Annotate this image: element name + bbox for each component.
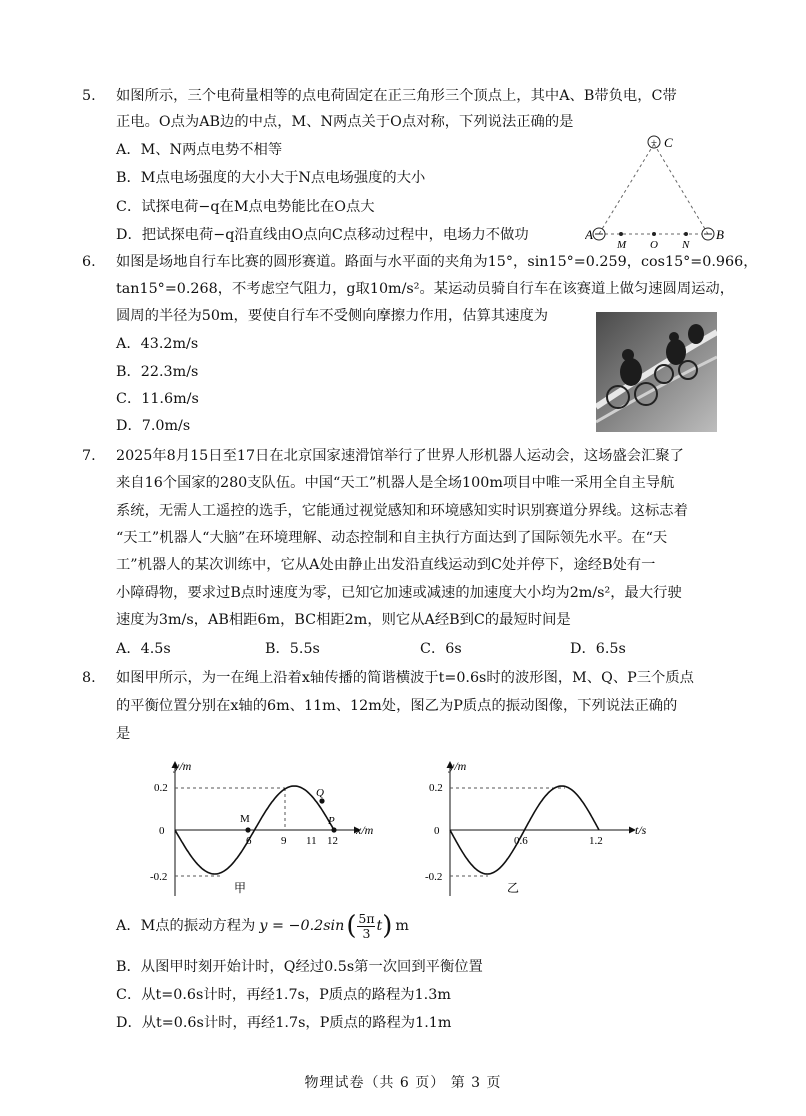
q6-option-a: A．43.2m/s <box>116 336 199 352</box>
q8-stem-line2: 的平衡位置分别在x轴的6m、11m、12m处，图乙为P质点的振动图像，下列说法正确的 <box>116 698 678 714</box>
q7-number: 7. <box>82 448 96 464</box>
label-o: O <box>650 239 658 250</box>
label-b: B <box>716 227 724 242</box>
q6-stem-line1: 如图是场地自行车比赛的圆形赛道。路面与水平面的夹角为15°，sin15°=0.259，cos15°=0.966， <box>116 254 758 270</box>
yi-ytick-1: 0 <box>434 825 440 837</box>
q7-stem-line5: 工”机器人的某次训练中，它从A处由静止出发沿直线运动到C处并停下，途经B处有一 <box>116 557 656 573</box>
q8-option-a-prefix: A．M点的振动方程为 <box>116 918 256 934</box>
q8-number: 8. <box>82 670 96 686</box>
q6-option-b: B．22.3m/s <box>116 364 199 380</box>
q7-stem-line3: 系统，无需人工遥控的选手，它能通过视觉感知和环境感知实时识别赛道分界线。这标志着 <box>116 503 688 519</box>
jia-xtick-6: 6 <box>246 835 252 847</box>
page-footer: 物理试卷（共 6 页） 第 3 页 <box>304 1075 502 1091</box>
q8-option-a-unit: m <box>395 918 409 934</box>
jia-caption: 甲 <box>234 881 247 895</box>
q7-stem-line2: 来自16个国家的280支队伍。中国“天工”机器人是全场100m项目中唯一采用全自主导航 <box>116 475 675 491</box>
q6-option-c: C．11.6m/s <box>116 391 199 407</box>
yi-xtick-06: 0.6 <box>514 835 528 847</box>
q7-option-a: A．4.5s <box>116 641 171 657</box>
jia-ytick-2: -0.2 <box>150 871 168 883</box>
jia-xtick-12: 12 <box>327 835 338 847</box>
label-c: C <box>664 135 673 150</box>
jia-point-q: Q <box>316 787 324 799</box>
jia-ytick-0: 0.2 <box>154 782 168 794</box>
label-a: A <box>585 227 593 242</box>
q8-option-c: C．从t=0.6s计时，再经1.7s，P质点的路程为1.3m <box>116 987 451 1003</box>
label-n: N <box>682 239 690 250</box>
svg-text:+: + <box>650 137 658 149</box>
yi-ytick-2: -0.2 <box>425 871 443 883</box>
jia-ylabel: y/m <box>174 759 192 773</box>
label-m: M <box>617 239 627 250</box>
q5-stem-line1: 如图所示，三个电荷量相等的点电荷固定在正三角形三个顶点上，其中A、B带负电，C带 <box>116 88 677 104</box>
q8-stem-line1: 如图甲所示，为一在绳上沿着x轴传播的简谐横波于t=0.6s时的波形图，M、Q、P三个质点 <box>116 670 694 686</box>
q5-option-a: A．M、N两点电势不相等 <box>116 142 283 158</box>
q8-stem-line3: 是 <box>116 726 131 742</box>
q5-option-b: B．M点电场强度的大小大于N点电场强度的大小 <box>116 170 426 186</box>
q7-option-c: C．6s <box>420 641 462 657</box>
wave-graph-jia <box>150 756 400 906</box>
jia-point-p: P <box>328 815 335 827</box>
q8-option-a-den: 3 <box>357 926 375 941</box>
yi-xlabel: t/s <box>635 823 647 837</box>
q7-stem-line6: 小障碍物，要求过B点时速度为零，已知它加速或减速的加速度大小均为2m/s²，最大行驶 <box>116 585 682 601</box>
q7-stem-line1: 2025年8月15日至17日在北京国家速滑馆举行了世界人形机器人运动会，这场盛会汇聚了 <box>116 448 684 464</box>
q7-stem-line4: “天工”机器人“大脑”在环境理解、动态控制和自主执行方面达到了国际领先水平。在“天 <box>116 530 668 546</box>
yi-ytick-0: 0.2 <box>429 782 443 794</box>
q8-option-a-t: t <box>376 918 383 934</box>
jia-xtick-9: 9 <box>281 835 287 847</box>
q5-stem-line2: 正电。O点为AB边的中点，M、N两点关于O点对称，下列说法正确的是 <box>116 114 574 130</box>
q8-option-a-eq: y = −0.2sin <box>259 918 345 934</box>
jia-xlabel: x/m <box>356 823 374 837</box>
q7-option-b: B．5.5s <box>265 641 320 657</box>
cycling-track-photo <box>596 312 717 432</box>
q8-option-a: A．M点的振动方程为 y = −0.2sin ( $\frac{5\pi}{3}$ t ) m <box>116 910 409 941</box>
q7-stem-line7: 速度为3m/s，AB相距6m，BC相距2m，则它从A经B到C的最短时间是 <box>116 612 571 628</box>
q6-number: 6. <box>82 254 96 270</box>
q6-option-d: D．7.0m/s <box>116 418 191 434</box>
q5-option-d: D．把试探电荷−q沿直线由O点向C点移动过程中，电场力不做功 <box>116 227 529 243</box>
q8-option-b: B．从图甲时刻开始计时，Q经过0.5s第一次回到平衡位置 <box>116 959 483 975</box>
q5-number: 5. <box>82 88 96 104</box>
q6-stem-line3: 圆周的半径为50m，要使自行车不受侧向摩擦力作用，估算其速度为 <box>116 308 549 324</box>
q8-option-d: D．从t=0.6s计时，再经1.7s，P质点的路程为1.1m <box>116 1015 452 1031</box>
yi-xtick-12: 1.2 <box>589 835 603 847</box>
jia-xtick-11: 11 <box>306 835 317 847</box>
vibration-graph-yi <box>425 756 675 906</box>
yi-caption: 乙 <box>507 881 520 895</box>
q5-triangle-figure <box>585 130 725 250</box>
q8-option-a-num: 5π <box>358 910 375 926</box>
yi-ylabel: y/m <box>449 759 467 773</box>
q6-stem-line2: tan15°=0.268，不考虑空气阻力，g取10m/s²。某运动员骑自行车在该赛道上做匀速圆周运动， <box>116 281 735 297</box>
q5-option-c: C．试探电荷−q在M点电势能比在O点大 <box>116 199 375 215</box>
jia-point-m: M <box>240 813 250 825</box>
jia-ytick-1: 0 <box>159 825 165 837</box>
q7-option-d: D．6.5s <box>570 641 626 657</box>
